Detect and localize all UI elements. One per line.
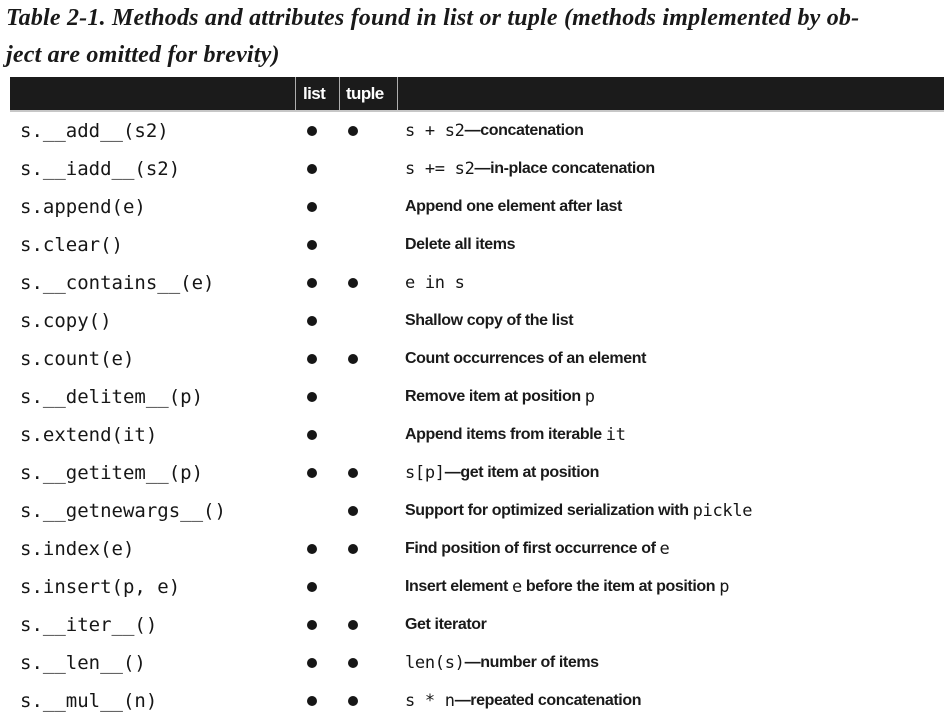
description-text: Append items from iterable — [405, 426, 606, 443]
description-cell — [398, 340, 944, 378]
tuple-bullet-icon — [348, 468, 358, 478]
list-cell — [296, 530, 340, 568]
description-cell — [398, 416, 944, 454]
list-cell — [296, 226, 340, 264]
table-row — [10, 150, 944, 188]
table-row — [10, 226, 944, 264]
table-row — [10, 188, 944, 226]
inline-code: s * n — [405, 691, 455, 711]
table-row — [10, 416, 944, 454]
tuple-bullet-icon — [348, 126, 358, 136]
list-bullet-icon — [307, 430, 317, 440]
description-cell — [398, 492, 944, 530]
inline-code: p — [584, 387, 595, 407]
inline-code: len(s) — [405, 653, 465, 673]
tuple-cell — [340, 682, 398, 720]
table-row — [10, 264, 944, 302]
method-cell: s.__getnewargs__() — [20, 500, 226, 522]
tuple-cell — [340, 530, 398, 568]
table-body — [10, 112, 944, 720]
list-cell — [296, 188, 340, 226]
tuple-cell — [340, 150, 398, 188]
description-text: —number of items — [464, 654, 599, 671]
description-cell — [398, 606, 944, 644]
description-text: —get item at position — [444, 464, 600, 481]
method-cell: s.__delitem__(p) — [20, 386, 204, 408]
method-cell: s.__iter__() — [20, 614, 158, 636]
list-bullet-icon — [307, 240, 317, 250]
table-row — [10, 454, 944, 492]
list-cell — [296, 302, 340, 340]
list-bullet-icon — [307, 126, 317, 136]
table-row — [10, 302, 944, 340]
inline-code: s[p] — [405, 463, 445, 483]
description-cell — [398, 568, 944, 606]
description-text: Count occurrences of an element — [405, 350, 646, 367]
inline-code: pickle — [692, 501, 753, 521]
table-row — [10, 340, 944, 378]
list-cell — [296, 454, 340, 492]
inline-code: e — [659, 539, 670, 559]
inline-code: e — [511, 577, 522, 597]
table-row — [10, 644, 944, 682]
list-cell — [296, 112, 340, 150]
list-bullet-icon — [307, 620, 317, 630]
method-cell: s.__add__(s2) — [20, 120, 169, 142]
method-cell: s.count(e) — [20, 348, 135, 370]
method-cell: s.__contains__(e) — [20, 272, 215, 294]
description-text: —repeated concatenation — [454, 692, 642, 709]
tuple-bullet-icon — [348, 354, 358, 364]
description-text: Get iterator — [405, 616, 487, 633]
description-text: Insert element — [405, 578, 512, 595]
tuple-cell — [340, 302, 398, 340]
table-row — [10, 378, 944, 416]
tuple-cell — [340, 378, 398, 416]
tuple-cell — [340, 112, 398, 150]
title-line-1: Table 2-1. Methods and attributes found in list or tuple (methods implemented by ob- — [6, 5, 860, 31]
description-cell — [398, 264, 944, 302]
description-text: —in-place concatenation — [474, 160, 655, 177]
list-bullet-icon — [307, 278, 317, 288]
tuple-column-header — [340, 77, 398, 110]
inline-code: it — [605, 425, 626, 445]
description-text: Remove item at position — [405, 388, 585, 405]
methods-table — [10, 77, 944, 720]
tuple-cell — [340, 340, 398, 378]
table-row — [10, 492, 944, 530]
method-cell: s.copy() — [20, 310, 112, 332]
table-row — [10, 606, 944, 644]
method-cell: s.insert(p, e) — [20, 576, 181, 598]
description-text: before the item at position — [521, 578, 720, 595]
tuple-column-label: tuple — [346, 83, 384, 103]
method-cell: s.__iadd__(s2) — [20, 158, 181, 180]
tuple-cell — [340, 454, 398, 492]
description-text: Support for optimized serialization with — [405, 502, 693, 519]
method-cell: s.extend(it) — [20, 424, 158, 446]
list-cell — [296, 340, 340, 378]
tuple-cell — [340, 568, 398, 606]
list-column-header — [296, 77, 340, 110]
tuple-cell — [340, 264, 398, 302]
list-bullet-icon — [307, 544, 317, 554]
list-cell — [296, 150, 340, 188]
list-cell — [296, 568, 340, 606]
description-cell — [398, 682, 944, 720]
inline-code: s += s2 — [405, 159, 475, 179]
list-bullet-icon — [307, 316, 317, 326]
description-cell — [398, 150, 944, 188]
list-bullet-icon — [307, 582, 317, 592]
list-bullet-icon — [307, 658, 317, 668]
list-cell — [296, 492, 340, 530]
description-text: Find position of first occurrence of — [405, 540, 660, 557]
page-title — [6, 0, 859, 74]
method-cell: s.__len__() — [20, 652, 146, 674]
method-column-header — [10, 77, 296, 110]
inline-code: e in s — [405, 273, 465, 293]
list-bullet-icon — [307, 468, 317, 478]
tuple-bullet-icon — [348, 506, 358, 516]
description-cell — [398, 226, 944, 264]
tuple-bullet-icon — [348, 544, 358, 554]
list-cell — [296, 264, 340, 302]
inline-code: p — [719, 577, 730, 597]
method-cell: s.index(e) — [20, 538, 135, 560]
tuple-cell — [340, 606, 398, 644]
method-cell: s.__getitem__(p) — [20, 462, 204, 484]
description-cell — [398, 112, 944, 150]
list-cell — [296, 606, 340, 644]
description-cell — [398, 188, 944, 226]
tuple-cell — [340, 492, 398, 530]
tuple-bullet-icon — [348, 658, 358, 668]
list-column-label: list — [303, 83, 326, 103]
tuple-cell — [340, 416, 398, 454]
list-bullet-icon — [307, 202, 317, 212]
method-cell: s.clear() — [20, 234, 123, 256]
tuple-bullet-icon — [348, 620, 358, 630]
list-bullet-icon — [307, 164, 317, 174]
tuple-cell — [340, 188, 398, 226]
table-row — [10, 682, 944, 720]
title-line-2: ject are omitted for brevity) — [6, 42, 280, 68]
description-text: Shallow copy of the list — [405, 312, 574, 329]
tuple-bullet-icon — [348, 696, 358, 706]
description-cell — [398, 454, 944, 492]
description-cell — [398, 378, 944, 416]
list-cell — [296, 682, 340, 720]
list-cell — [296, 378, 340, 416]
table-row — [10, 568, 944, 606]
table-header-row — [10, 77, 944, 112]
tuple-bullet-icon — [348, 278, 358, 288]
method-cell: s.__mul__(n) — [20, 690, 158, 712]
tuple-cell — [340, 226, 398, 264]
list-cell — [296, 416, 340, 454]
table-row — [10, 112, 944, 150]
description-cell — [398, 644, 944, 682]
description-column-header — [398, 77, 944, 110]
list-bullet-icon — [307, 696, 317, 706]
description-cell — [398, 302, 944, 340]
inline-code: s + s2 — [405, 121, 465, 141]
description-cell — [398, 530, 944, 568]
description-text: —concatenation — [464, 122, 584, 139]
method-cell: s.append(e) — [20, 196, 146, 218]
list-bullet-icon — [307, 354, 317, 364]
table-row — [10, 530, 944, 568]
description-text: Delete all items — [405, 236, 516, 253]
list-bullet-icon — [307, 392, 317, 402]
tuple-cell — [340, 644, 398, 682]
list-cell — [296, 644, 340, 682]
description-text: Append one element after last — [405, 198, 622, 215]
